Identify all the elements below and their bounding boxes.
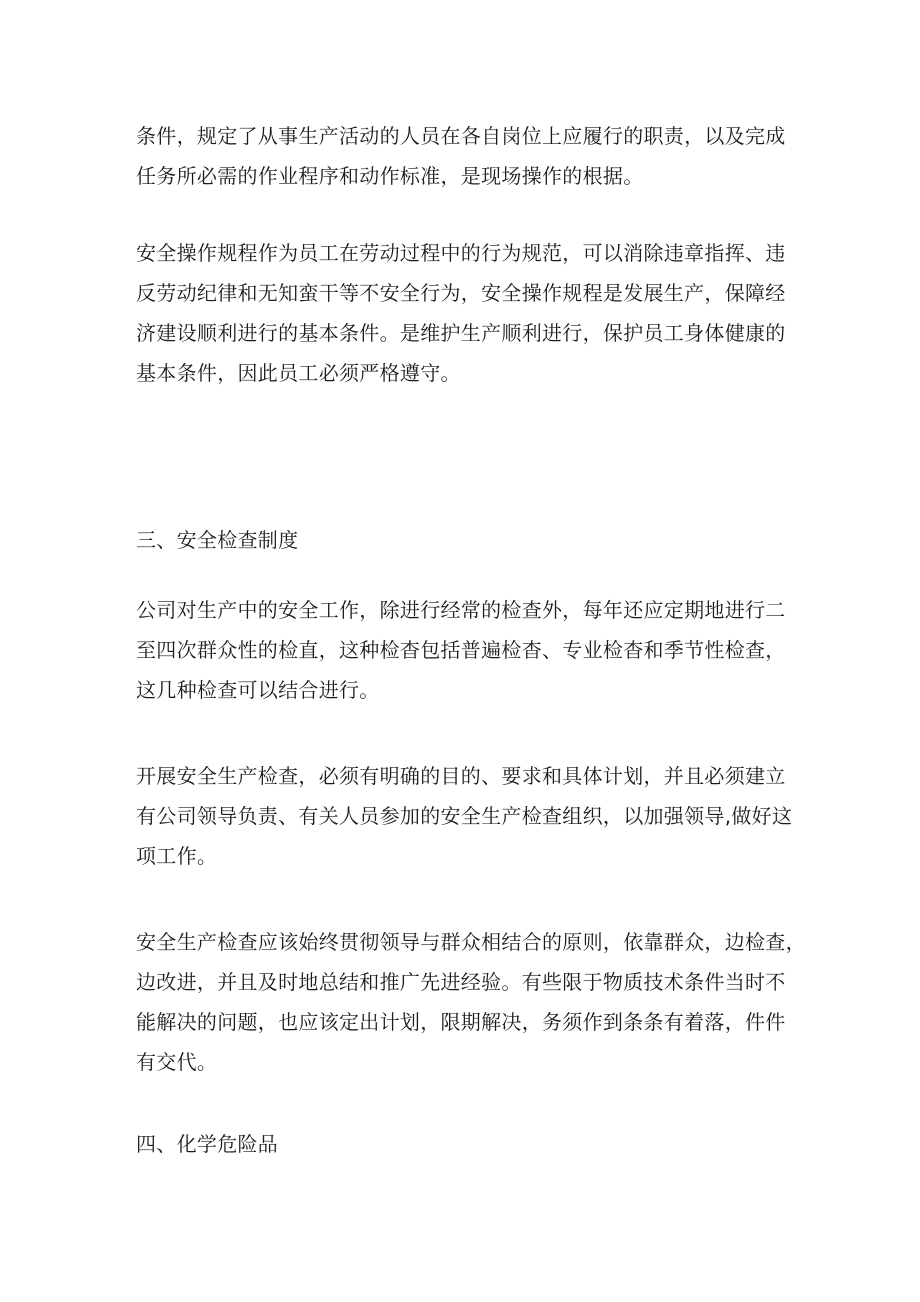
heading-text: 三、安全检查制度 (136, 528, 299, 552)
text-line: 安全操作规程作为员工在劳动过程中的行为规范，可以消除违章指挥、违 (136, 241, 786, 265)
section-heading-4 (136, 1124, 796, 1164)
text-line: 公司对生产中的安全工作，除进行经常的检查外，每年还应定期地进行二 (136, 598, 786, 622)
text-line: 安全生产检查应该始终贯彻领导与群众相结合的原则，依靠群众，边检查， (136, 930, 806, 954)
section-heading-3 (136, 520, 796, 560)
text-line: 至四次群众性的检直，这种检杳包括普遍检杳、专业检杳和季节性检查， (136, 638, 786, 662)
text-line: 开展安全生产检查，必须有明确的目的、要求和具体计划，并且必须建立 (136, 764, 786, 788)
text-line: 任务所必需的作业程序和动作标准，是现场操作的根据。 (136, 164, 644, 188)
text-line: 能解决的问题，也应该定出计划，限期解决，务须作到条条有着落，件件 (136, 1010, 786, 1034)
heading-text: 四、化学危险品 (136, 1132, 279, 1156)
paragraph-operating-rules (136, 233, 796, 393)
text-line: 这几种检查可以结合进行。 (136, 678, 380, 702)
text-line: 项工作。 (136, 844, 218, 868)
text-line: 边改进，并且及时地总结和推广先进经验。有些限于物质技术条件当时不 (136, 970, 786, 994)
text-line: 济建设顺利进行的基本条件。是维护生产顺利进行，保护员工身体健康的 (136, 321, 786, 345)
text-line: 条件，规定了从事生产活动的人员在各自岗位上应履行的职责，以及完成 (136, 124, 786, 148)
paragraph-inspections (136, 590, 796, 710)
paragraph-conditions (136, 116, 796, 196)
text-line: 有公司领导负责、有关人员参加的安全生产检查组织，以加强领导,做好这 (136, 804, 793, 828)
text-line: 有交代。 (136, 1050, 218, 1074)
text-line: 反劳动纪律和无知蛮干等不安全行为，安全操作规程是发展生产，保障经 (136, 281, 786, 305)
paragraph-inspection-principles (136, 922, 806, 1082)
paragraph-inspection-organization (136, 756, 796, 876)
text-line: 基本条件，因此员工必须严格遵守。 (136, 361, 461, 385)
